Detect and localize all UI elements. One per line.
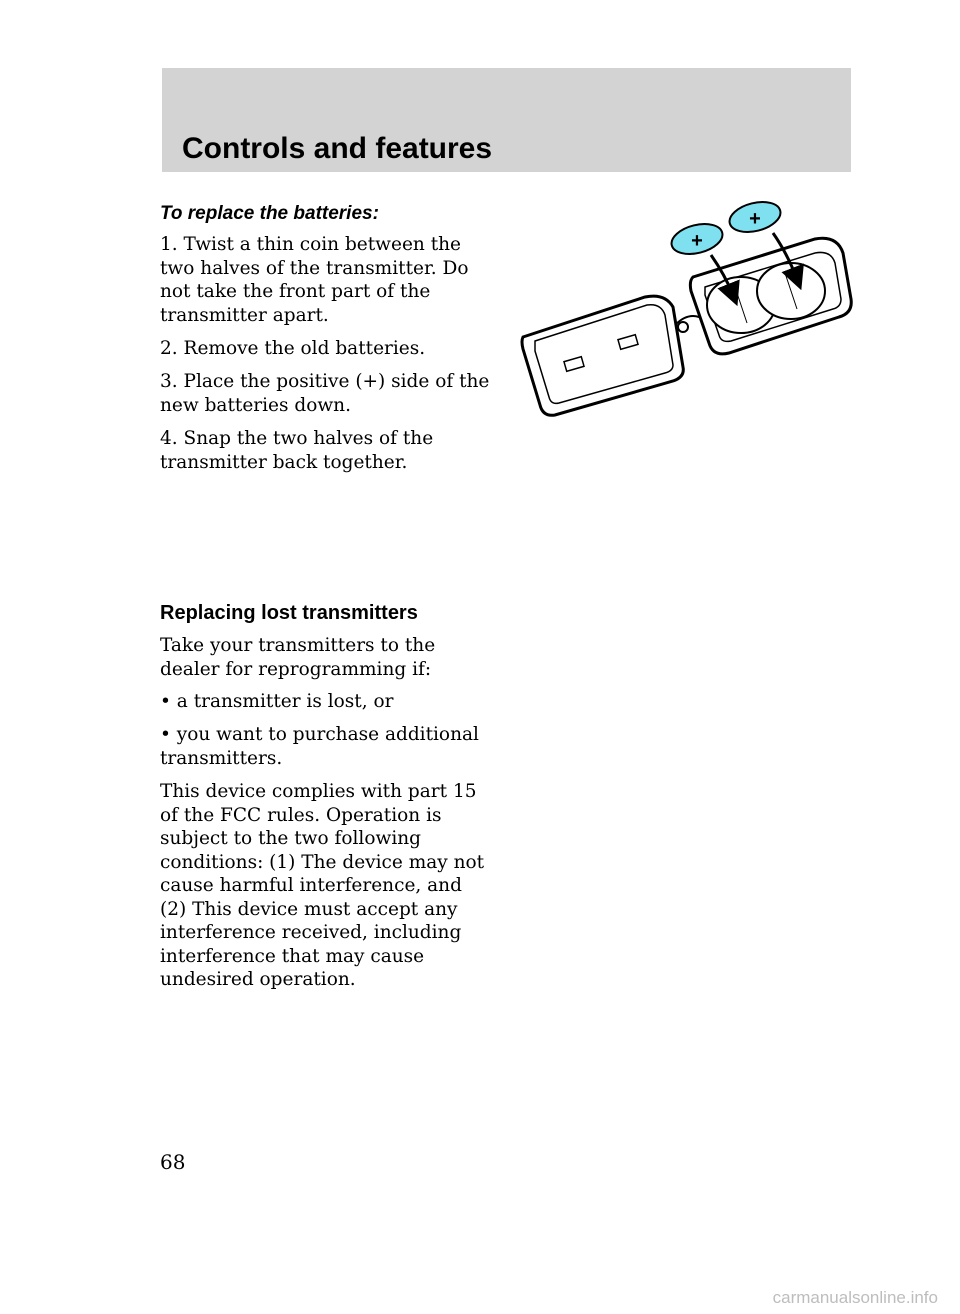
transmitter-battery-illustration: [515, 195, 855, 425]
page-title: Controls and features: [182, 132, 493, 165]
battery-replacement-heading: To replace the batteries:: [160, 203, 379, 224]
plus-sign-right: +: [749, 208, 761, 230]
step-2-text: 2. Remove the old batteries.: [160, 338, 426, 359]
step-3-text: 3. Place the positive (+) side of the new batteries down.: [160, 371, 490, 416]
plus-sign-left: +: [691, 230, 703, 252]
lost-intro-text: Take your transmitters to the dealer for reprogramming if:: [160, 635, 436, 680]
coin-battery-left: [668, 219, 725, 259]
fcc-notice-text: This device complies with part 15 of the FCC rules. Operation is subject to the two following conditions: (1) The device may not cause harmful interference, and (2) This device must accept any interference received, including interference that may cause undesired operation.: [160, 781, 485, 990]
step-4-text: 4. Snap the two halves of the transmitter back together.: [160, 428, 434, 473]
bullet-additional: • you want to purchase additional transmitters.: [160, 724, 479, 769]
page-number: 68: [160, 1150, 186, 1174]
transmitter-back-half: [690, 238, 851, 354]
transmitter-front-half: [522, 296, 705, 415]
bullet-lost: • a transmitter is lost, or: [160, 691, 394, 712]
step-1-text: 1. Twist a thin coin between the two halves of the transmitter. Do not take the front part of the transmitter apart.: [160, 234, 469, 326]
lost-transmitters-heading: Replacing lost transmitters: [160, 602, 418, 624]
coin-battery-right: [726, 197, 783, 237]
watermark: carmanualsonline.info: [772, 1288, 938, 1307]
